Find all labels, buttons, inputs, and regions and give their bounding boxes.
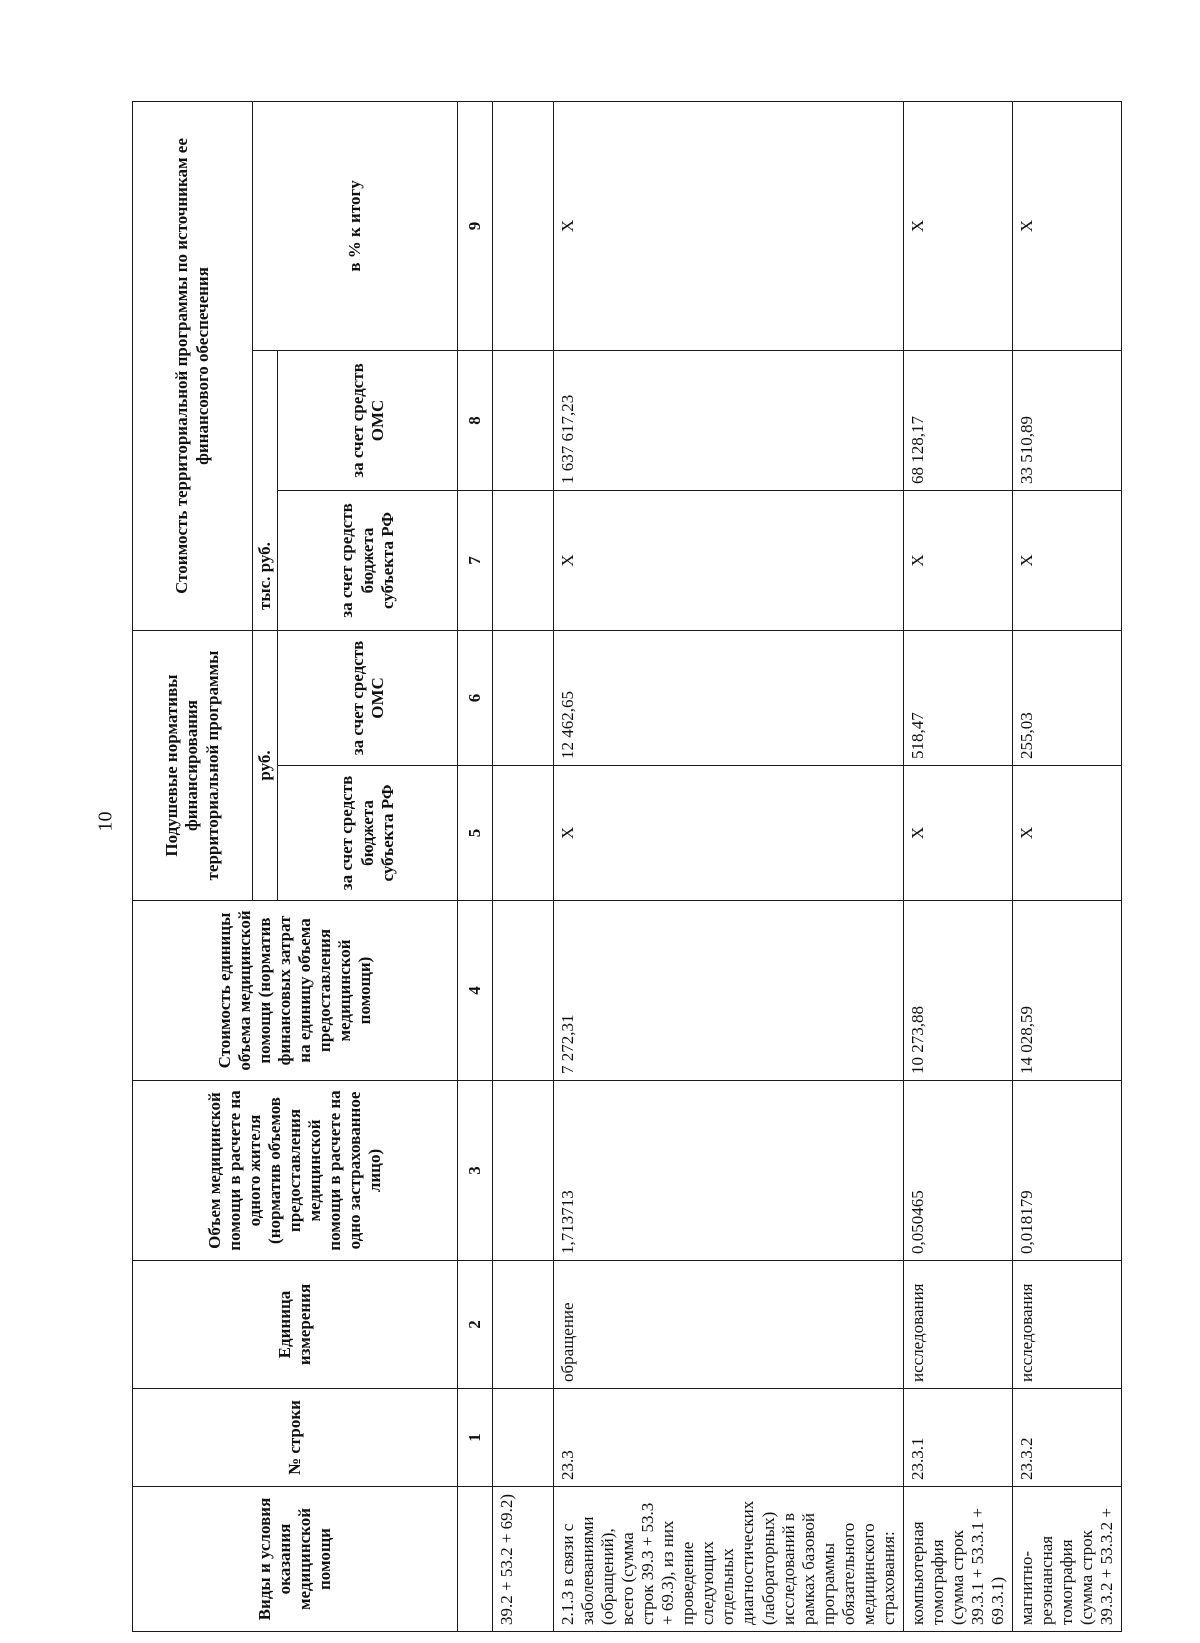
header-percap-budget: за счет средств бюджета субъекта РФ [278, 766, 458, 901]
cell-unit-cost: 7 272,31 [554, 901, 904, 1081]
cell-percap-budget: Х [1013, 766, 1122, 901]
cell-cost-oms: 1 637 617,23 [554, 351, 904, 491]
colnum-5: 5 [458, 766, 493, 901]
colnum-2: 2 [458, 1261, 493, 1389]
header-percap-unit: руб. [253, 631, 278, 901]
financing-table [132, 101, 1122, 1632]
cell-line: 23.3.2 [1013, 1389, 1122, 1487]
header-kind: Виды и условия оказания медицинской помощи [133, 1487, 458, 1632]
colnum-3: 3 [458, 1081, 493, 1261]
colnum-1: 1 [458, 1389, 493, 1487]
cell-percap-oms: 255,03 [1013, 631, 1122, 766]
header-cost-group: Стоимость территориальной программы по источникам ее финансового обеспечения [133, 101, 253, 630]
cell-percent: Х [903, 101, 1012, 350]
header-cost-oms: за счет средств ОМС [278, 351, 458, 491]
table-row [554, 101, 904, 1631]
cell-volume [493, 1081, 554, 1261]
cell-cost-budget: Х [1013, 491, 1122, 631]
header-unit: Единица измерения [133, 1261, 458, 1389]
cell-unit: исследования [1013, 1261, 1122, 1389]
cell-unit-cost: 14 028,59 [1013, 901, 1122, 1081]
cell-cost-oms [493, 351, 554, 491]
colnum-6: 6 [458, 631, 493, 766]
cell-unit [493, 1261, 554, 1389]
colnum-0 [458, 1487, 493, 1632]
table-row [1013, 101, 1122, 1631]
table-row [493, 101, 554, 1631]
cell-percent: Х [1013, 101, 1122, 350]
cell-unit: обращение [554, 1261, 904, 1389]
cell-name: 39.2 + 53.2 + 69.2) [493, 1487, 554, 1632]
header-percent: в % к итогу [253, 101, 458, 350]
cell-cost-budget [493, 491, 554, 631]
cell-percap-budget [493, 766, 554, 901]
cell-volume: 1,713713 [554, 1081, 904, 1261]
cell-unit-cost [493, 901, 554, 1081]
rotated-table-page [132, 102, 1192, 1632]
header-cost-budget: за счет средств бюджета субъекта РФ [278, 491, 458, 631]
header-cost-unit: тыс. руб. [253, 351, 278, 631]
header-percap-group: Подушевые нормативы финансирования территориальной программы [133, 631, 253, 901]
cell-percent: Х [554, 101, 904, 350]
cell-cost-oms: 33 510,89 [1013, 351, 1122, 491]
colnum-8: 8 [458, 351, 493, 491]
cell-unit-cost: 10 273,88 [903, 901, 1012, 1081]
table-row [903, 101, 1012, 1631]
cell-cost-budget: Х [554, 491, 904, 631]
cell-cost-oms: 68 128,17 [903, 351, 1012, 491]
header-volume: Объем медицинской помощи в расчете на одного жителя (норматив объемов предоставления медицинской помощи в расчете на одно застрахованное лицо) [133, 1081, 458, 1261]
column-number-row [458, 101, 493, 1631]
cell-line [493, 1389, 554, 1487]
cell-line: 23.3 [554, 1389, 904, 1487]
page-number: 10 [94, 811, 117, 832]
cell-percap-budget: Х [903, 766, 1012, 901]
header-percap-oms: за счет средств ОМС [278, 631, 458, 766]
colnum-9: 9 [458, 101, 493, 350]
cell-name: магнитно-резонансная томография (сумма строк 39.3.2 + 53.3.2 + [1013, 1487, 1122, 1632]
cell-name: 2.1.3 в связи с заболеваниями (обращений), всего (сумма строк 39.3 + 53.3 + 69.3), из них проведение следующих отдельных диагностических (лабораторных) исследований в рамках базовой программы обязательного медицинского страхования: [554, 1487, 904, 1632]
cell-line: 23.3.1 [903, 1389, 1012, 1487]
cell-name: компьютерная томография (сумма строк 39.3.1 + 53.3.1 + 69.3.1) [903, 1487, 1012, 1632]
cell-cost-budget: Х [903, 491, 1012, 631]
cell-volume: 0,050465 [903, 1081, 1012, 1261]
colnum-7: 7 [458, 491, 493, 631]
cell-percap-oms [493, 631, 554, 766]
cell-percap-oms: 518,47 [903, 631, 1012, 766]
cell-unit: исследования [903, 1261, 1012, 1389]
colnum-4: 4 [458, 901, 493, 1081]
header-unit-cost: Стоимость единицы объема медицинской помощи (норматив финансовых затрат на единицу объема предоставления медицинской помощи) [133, 901, 458, 1081]
cell-percent [493, 101, 554, 350]
cell-volume: 0,018179 [1013, 1081, 1122, 1261]
header-line-number: № строки [133, 1389, 458, 1487]
cell-percap-oms: 12 462,65 [554, 631, 904, 766]
cell-percap-budget: Х [554, 766, 904, 901]
